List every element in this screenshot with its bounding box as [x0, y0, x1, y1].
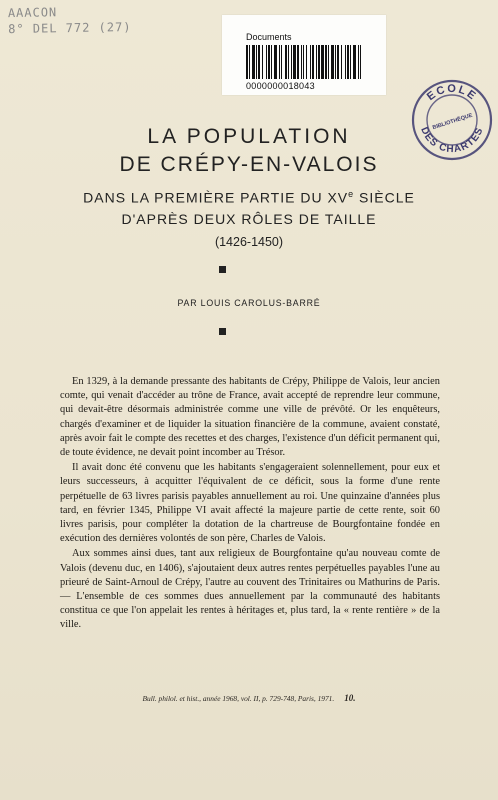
barcode-bar	[337, 45, 339, 79]
barcode-bar	[291, 45, 292, 79]
barcode-bar	[310, 45, 311, 79]
footer-citation-text: Bull. philol. et hist., année 1968, vol. II, p. 729-748, Paris, 1971.	[142, 694, 335, 703]
barcode-bar	[268, 45, 270, 79]
barcode-bar	[301, 45, 302, 79]
barcode-bar	[303, 45, 304, 79]
barcode-bar	[297, 45, 299, 79]
body-text	[60, 375, 440, 633]
subtitle-line-1	[0, 189, 498, 206]
barcode-number: 0000000018043	[246, 81, 315, 91]
barcode-bar	[266, 45, 267, 79]
handwritten-shelfmark	[8, 3, 132, 37]
shelfmark-line-1: AAACON	[7, 5, 58, 21]
barcode-bar	[252, 45, 255, 79]
date-range: (1426-1450)	[214, 235, 284, 249]
barcode-bar	[281, 45, 282, 79]
title-line-1: LA POPULATION	[147, 125, 351, 148]
page-number: 10.	[344, 693, 356, 703]
barcode-bar	[358, 45, 359, 79]
stamp-top-text: ECOLE	[424, 82, 480, 104]
library-stamp-icon	[410, 78, 494, 162]
barcode-bar	[262, 45, 263, 79]
barcode-bar	[350, 45, 351, 79]
barcode-bar	[321, 45, 324, 79]
barcode-bar	[274, 45, 277, 79]
barcode-bar	[318, 45, 320, 79]
barcode-bar	[285, 45, 287, 79]
subtitle-line-1-post: SIÈCLE	[354, 189, 415, 206]
shelfmark-line-2: 8° DEL 772 (27)	[8, 19, 132, 37]
stamp-bottom-text: DES CHARTES	[418, 125, 486, 156]
barcode-bar	[293, 45, 296, 79]
barcode-bar	[328, 45, 329, 79]
barcode-bar	[360, 45, 361, 79]
barcode-bar	[306, 45, 307, 79]
barcode-bar	[246, 45, 248, 79]
barcode-bar	[312, 45, 314, 79]
barcode-bar	[316, 45, 317, 79]
barcode-bar	[341, 45, 342, 79]
barcode-label-title: Documents	[246, 32, 292, 42]
barcode-bar	[256, 45, 257, 79]
title-line-2: DE CRÉPY-EN-VALOIS	[119, 153, 379, 176]
barcode-bar	[258, 45, 260, 79]
barcode-bar	[345, 45, 346, 79]
paragraph-1: En 1329, à la demande pressante des habitants de Crépy, Philippe de Valois, leur ancien comte, qui venait d'accéder au trône de France, avait accepté de reprendre leur commune, qui devait-être désormais administrée comme une ville de prévôté. Or les enquêteurs, chargés d'examiner et de liquider la situation financière de la commune, avaient constaté, après avoir fait le compte des recettes et des charges, l'existence d'un déficit permanent qui, de toute évidence, ne devait point incomber au Trésor.	[60, 376, 440, 459]
barcode-icon	[246, 45, 362, 79]
ornament-square-2	[219, 328, 226, 335]
subtitle-century-superscript: e	[348, 189, 355, 199]
paragraph-3: Aux sommes ainsi dues, tant aux religieux de Bourgfontaine qu'au nouveau comte de Valois (devenu duc, en 1406), s'ajoutaient deux autres rentes perpétuelles payables l'une au prieuré de Saint-Arnoul de Crépy, l'autre au couvent des Trinitaires ou Mathurins de Paris. — L'ensemble de ces sommes dues annuellement par la communauté des habitants constitua ce que l'on appelait les rentes à héritages et, plus tard, la « rente rentière » de la ville.	[60, 548, 440, 631]
barcode-label	[222, 15, 386, 95]
barcode-bar	[325, 45, 327, 79]
ornament-square-1	[219, 266, 226, 273]
paragraph-2: Il avait donc été convenu que les habitants s'engageraient solennellement, pour eux et leurs successeurs, à acquitter l'équivalent de ce déficit, sous la forme d'une rente perpétuelle de 63 livres parisis payables annuellement au roi. Une quinzaine d'années plus tard, en février 1345, Philippe VI avait affecté la majeure partie de cette rente, soit 60 livres parisis, pour compléter la dotation de la chartreuse de Bourgfontaine fondée en exécution des dernières volontés de son père, Charles de Valois.	[60, 462, 440, 545]
subtitle-line-1-pre: DANS LA PREMIÈRE PARTIE DU XV	[83, 189, 349, 206]
subtitle-line-2: D'APRÈS DEUX RÔLES DE TAILLE	[121, 211, 377, 227]
barcode-bar	[271, 45, 272, 79]
author-line: PAR LOUIS CAROLUS-BARRÉ	[177, 298, 321, 308]
barcode-bar	[288, 45, 289, 79]
stamp-middle-text: BIBLIOTHÈQUE	[431, 112, 474, 132]
barcode-bar	[331, 45, 334, 79]
barcode-bar	[279, 45, 280, 79]
footer-citation	[0, 693, 498, 703]
barcode-bar	[335, 45, 336, 79]
barcode-bar	[249, 45, 250, 79]
barcode-bar	[353, 45, 356, 79]
barcode-bar	[347, 45, 349, 79]
